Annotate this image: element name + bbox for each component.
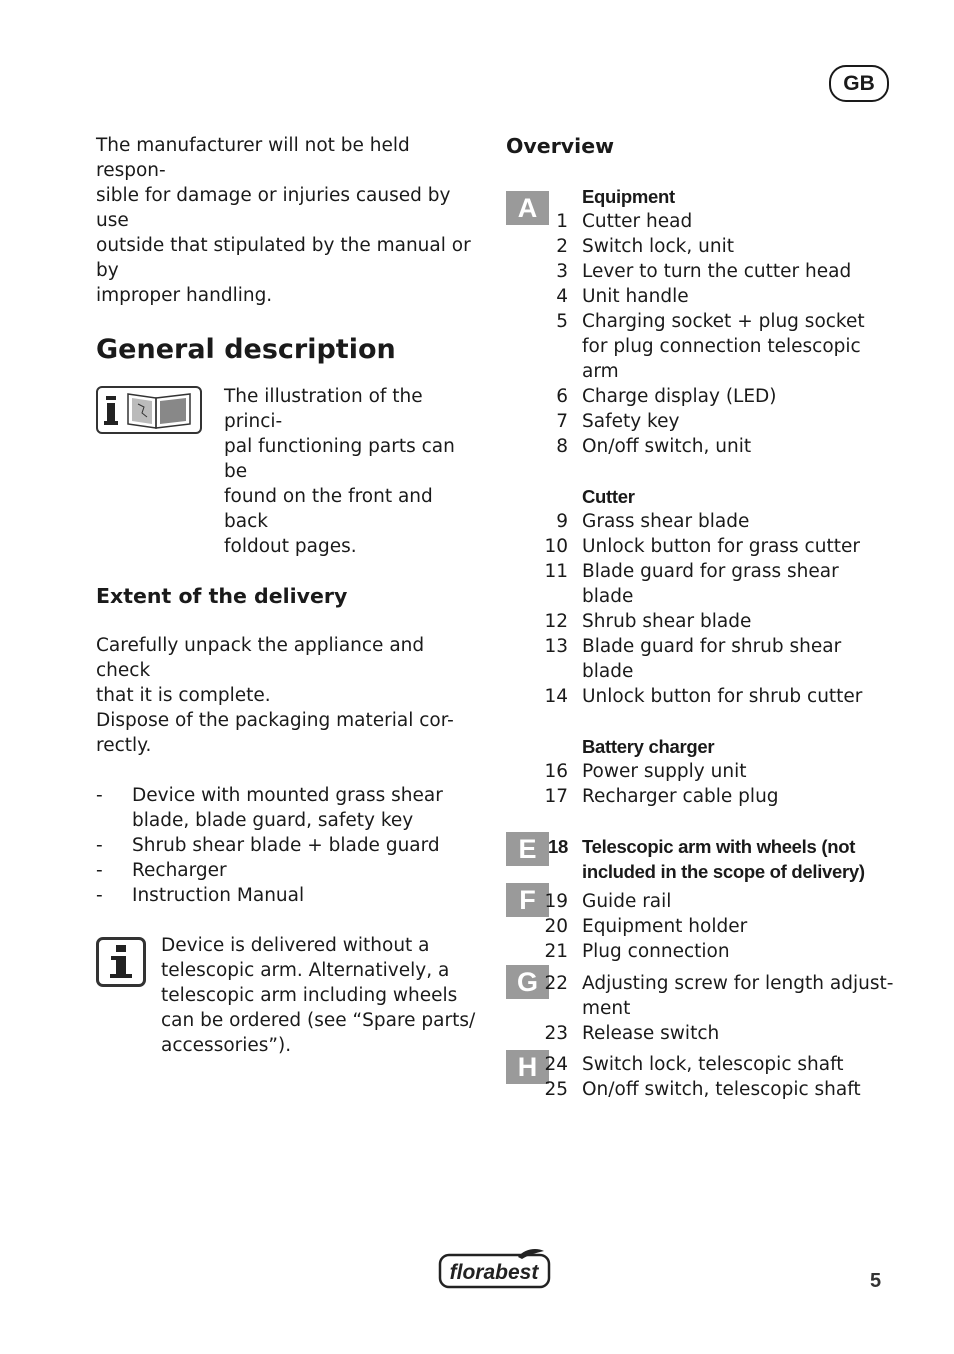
list-item <box>506 939 906 964</box>
item-number: 2 <box>556 236 568 257</box>
text-line: The manufacturer will not be held respon- <box>96 135 410 181</box>
text-line: found on the front and back <box>224 486 433 532</box>
item-text: Guide rail <box>582 891 672 912</box>
item-number: 4 <box>556 286 568 307</box>
left-column <box>96 133 481 1058</box>
figure-letter-g: G <box>506 965 549 999</box>
f-list <box>506 889 906 964</box>
list-item <box>506 309 906 384</box>
list-item <box>506 509 906 534</box>
item-text: Unlock button for grass cutter <box>582 536 860 557</box>
list-item <box>506 759 906 784</box>
page-number: 5 <box>870 1270 882 1292</box>
item-text: Switch lock, telescopic shaft <box>582 1054 844 1075</box>
h-section <box>506 1052 906 1102</box>
charger-section <box>506 734 906 809</box>
item-number: 20 <box>544 916 568 937</box>
equipment-section <box>506 184 906 459</box>
text-line: Device with mounted grass shear <box>132 785 443 806</box>
item-text: On/off switch, telescopic shaft <box>582 1079 861 1100</box>
text-line: Device is delivered without a <box>161 935 430 956</box>
list-item <box>506 1021 906 1046</box>
illustration-note-text <box>224 384 481 559</box>
cutter-section <box>506 484 906 709</box>
item-text: Plug connection <box>582 941 730 962</box>
equipment-heading: Equipment <box>582 186 675 207</box>
item-text: Charging socket + plug socket <box>582 311 865 332</box>
text-line: Carefully unpack the appliance and check <box>96 635 425 681</box>
item-number: 19 <box>544 891 568 912</box>
list-item <box>506 609 906 634</box>
item-number: 14 <box>544 686 568 707</box>
list-item <box>506 914 906 939</box>
item-number: 25 <box>544 1079 568 1100</box>
list-item <box>506 889 906 914</box>
unpack-paragraph <box>96 633 481 758</box>
item-text: On/off switch, unit <box>582 436 752 457</box>
language-badge: GB <box>829 65 889 102</box>
info-book-icon <box>96 386 202 434</box>
list-item <box>506 971 906 1021</box>
h-list <box>506 1052 906 1102</box>
item-number: 3 <box>556 261 568 282</box>
item-text: Blade guard for shrub shear <box>582 636 842 657</box>
list-dash: - <box>96 860 103 881</box>
list-item <box>506 1052 906 1077</box>
info-icon <box>96 937 146 987</box>
list-item <box>506 284 906 309</box>
item-text: Power supply unit <box>582 761 747 782</box>
text-line: outside that stipulated by the manual or by <box>96 235 471 281</box>
list-item <box>506 234 906 259</box>
text-line: that it is complete. <box>96 685 271 706</box>
text-line: pal functioning parts can be <box>224 436 455 482</box>
extent-of-delivery-heading: Extent of the delivery <box>96 584 348 608</box>
equipment-list <box>506 209 906 459</box>
item-text: blade <box>582 586 634 607</box>
item-text: Adjusting screw for length adjust- <box>582 973 894 994</box>
item-text: Release switch <box>582 1023 720 1044</box>
item-number: 10 <box>544 536 568 557</box>
text-line: rectly. <box>96 735 152 756</box>
item-text: ment <box>582 998 631 1019</box>
telescopic-section <box>506 834 906 884</box>
intro-paragraph <box>96 133 481 308</box>
list-item <box>506 534 906 559</box>
list-item <box>506 1077 906 1102</box>
item-number: 16 <box>544 761 568 782</box>
item-number: 22 <box>544 973 568 994</box>
illustration-note <box>96 384 481 559</box>
cutter-list <box>506 509 906 709</box>
text-line: Instruction Manual <box>132 885 305 906</box>
item-number: 13 <box>544 636 568 657</box>
list-dash: - <box>96 885 103 906</box>
item-text: arm <box>582 361 619 382</box>
item-number: 6 <box>556 386 568 407</box>
text-line: telescopic arm. Alternatively, a <box>161 960 450 981</box>
text-line: Shrub shear blade + blade guard <box>132 835 440 856</box>
list-dash: - <box>96 785 103 806</box>
charger-heading-row <box>506 734 906 759</box>
text-line: telescopic arm including wheels <box>161 985 458 1006</box>
list-item <box>506 384 906 409</box>
text-line: Recharger <box>132 860 227 881</box>
cutter-heading: Cutter <box>582 486 635 507</box>
item-number: 11 <box>544 561 568 582</box>
item-text: Telescopic arm with wheels (not <box>582 836 856 857</box>
f-section <box>506 885 906 964</box>
overview-column <box>506 133 906 1102</box>
list-item <box>506 259 906 284</box>
text-line: blade, blade guard, safety key <box>132 810 414 831</box>
telescopic-note-text <box>161 933 475 1058</box>
list-item <box>506 834 906 884</box>
item-text: Equipment holder <box>582 916 748 937</box>
item-number: 21 <box>544 941 568 962</box>
text-line: Dispose of the packaging material cor- <box>96 710 454 731</box>
item-text: Safety key <box>582 411 680 432</box>
item-text: Unit handle <box>582 286 689 307</box>
item-number: 17 <box>544 786 568 807</box>
list-item <box>506 559 906 609</box>
equipment-heading-row <box>506 184 906 209</box>
item-text: included in the scope of delivery) <box>582 861 865 882</box>
overview-heading: Overview <box>506 134 615 158</box>
list-dash: - <box>96 835 103 856</box>
item-text: Charge display (LED) <box>582 386 777 407</box>
item-number: 9 <box>556 511 568 532</box>
item-text: Unlock button for shrub cutter <box>582 686 863 707</box>
list-item <box>506 409 906 434</box>
item-text: Grass shear blade <box>582 511 750 532</box>
brand-name: florabest <box>449 1261 539 1284</box>
item-number: 12 <box>544 611 568 632</box>
item-number: 8 <box>556 436 568 457</box>
figure-letter-h: H <box>506 1050 549 1084</box>
text-line: The illustration of the princi- <box>224 386 423 432</box>
list-item <box>96 883 481 908</box>
list-item <box>96 858 481 883</box>
charger-list <box>506 759 906 809</box>
item-text: Blade guard for grass shear <box>582 561 839 582</box>
figure-letter-a: A <box>506 191 549 225</box>
list-item <box>96 833 481 858</box>
item-number: 24 <box>544 1054 568 1075</box>
item-text: blade <box>582 661 634 682</box>
list-item <box>506 784 906 809</box>
item-text: Cutter head <box>582 211 693 232</box>
g-list <box>506 971 906 1046</box>
text-line: foldout pages. <box>224 536 357 557</box>
list-item <box>506 634 906 684</box>
item-number: 1 <box>556 211 568 232</box>
item-text: Shrub shear blade <box>582 611 752 632</box>
list-item <box>96 783 481 833</box>
item-text: Switch lock, unit <box>582 236 734 257</box>
item-number: 23 <box>544 1023 568 1044</box>
telescopic-note <box>96 933 481 1058</box>
delivery-list <box>96 783 481 908</box>
g-section <box>506 967 906 1046</box>
list-item <box>506 684 906 709</box>
item-number: 18 <box>548 836 568 857</box>
text-line: improper handling. <box>96 285 273 306</box>
general-description-heading: General description <box>96 334 396 365</box>
item-text: Lever to turn the cutter head <box>582 261 852 282</box>
figure-letter-f: F <box>506 883 549 917</box>
item-number: 7 <box>556 411 568 432</box>
item-number: 5 <box>556 311 568 332</box>
text-line: can be ordered (see “Spare parts/ <box>161 1010 476 1031</box>
charger-heading: Battery charger <box>582 736 715 757</box>
list-item <box>506 434 906 459</box>
item-text: for plug connection telescopic <box>582 336 861 357</box>
florabest-logo <box>438 1249 551 1289</box>
figure-letter-e: E <box>506 832 549 866</box>
item-text: Recharger cable plug <box>582 786 779 807</box>
cutter-heading-row <box>506 484 906 509</box>
text-line: sible for damage or injuries caused by use <box>96 185 451 231</box>
text-line: accessories”). <box>161 1035 292 1056</box>
list-item <box>506 209 906 234</box>
